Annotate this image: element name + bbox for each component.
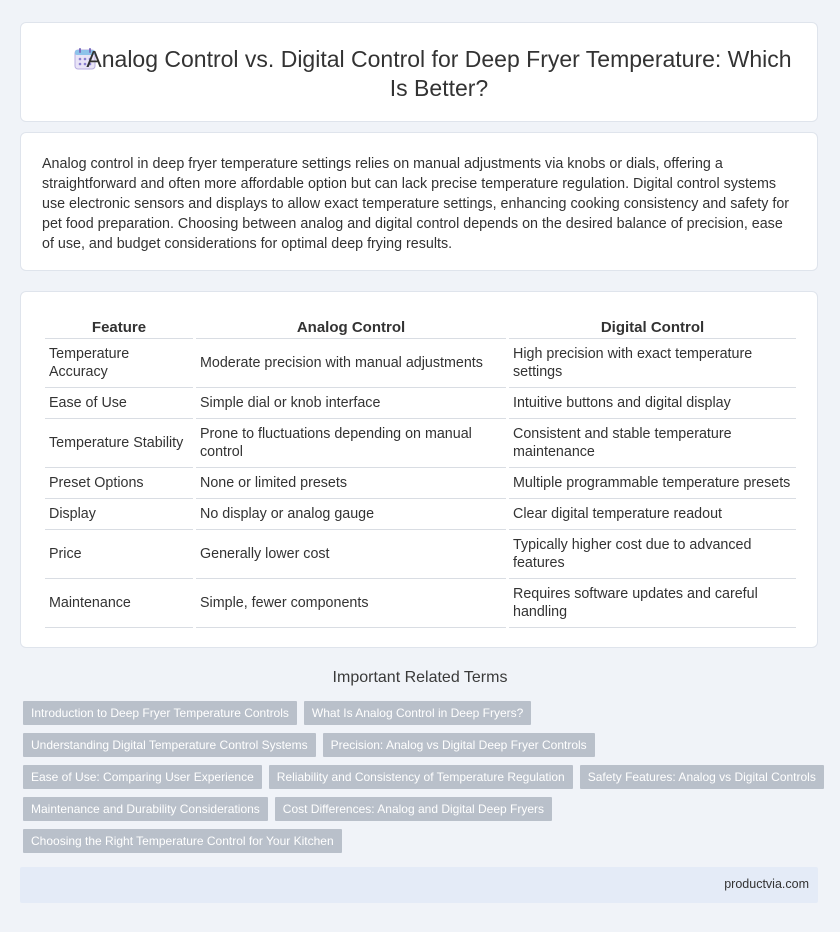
related-term-tag[interactable]: Safety Features: Analog vs Digital Controls	[580, 765, 824, 789]
digital-cell: Typically higher cost due to advanced features	[509, 530, 796, 579]
intro-card	[20, 132, 818, 271]
related-term-tag[interactable]: Reliability and Consistency of Temperature Regulation	[269, 765, 573, 789]
digital-cell: Intuitive buttons and digital display	[509, 388, 796, 419]
table-row	[45, 579, 796, 628]
related-term-tag[interactable]: What Is Analog Control in Deep Fryers?	[304, 701, 531, 725]
header-feature: Feature	[45, 315, 193, 339]
tag-row	[23, 733, 823, 757]
digital-cell: Clear digital temperature readout	[509, 499, 796, 530]
digital-cell: Consistent and stable temperature maintenance	[509, 419, 796, 468]
related-term-tag[interactable]: Ease of Use: Comparing User Experience	[23, 765, 262, 789]
comparison-table	[42, 315, 799, 628]
table-row	[45, 339, 796, 388]
feature-cell: Temperature Stability	[45, 419, 193, 468]
tag-row	[23, 765, 823, 789]
table-header-row	[45, 315, 796, 339]
header-card	[20, 22, 818, 122]
related-terms-list	[23, 701, 823, 861]
digital-cell: High precision with exact temperature settings	[509, 339, 796, 388]
feature-cell: Display	[45, 499, 193, 530]
feature-cell: Temperature Accuracy	[45, 339, 193, 388]
feature-cell: Maintenance	[45, 579, 193, 628]
analog-cell: No display or analog gauge	[196, 499, 506, 530]
analog-cell: Prone to fluctuations depending on manual control	[196, 419, 506, 468]
analog-cell: Simple, fewer components	[196, 579, 506, 628]
tag-row	[23, 701, 823, 725]
analog-cell: Generally lower cost	[196, 530, 506, 579]
header-analog: Analog Control	[196, 315, 506, 339]
table-row	[45, 499, 796, 530]
table-row	[45, 468, 796, 499]
related-term-tag[interactable]: Maintenance and Durability Considerations	[23, 797, 268, 821]
feature-cell: Ease of Use	[45, 388, 193, 419]
page-title: Analog Control vs. Digital Control for Deep Fryer Temperature: Which Is Better?	[86, 46, 792, 101]
table-row	[45, 530, 796, 579]
intro-paragraph: Analog control in deep fryer temperature settings relies on manual adjustments via knobs or dials, offering a straightforward and often more affordable option but can lack precise temperature regulation. Digital control systems use electronic sensors and displays to allow exact temperature settings, enhancing cooking consistency and safety for pet food preparation. Choosing between analog and digital control depends on the desired balance of precision, ease of use, and budget considerations for optimal deep frying results.	[42, 156, 790, 252]
tag-row	[23, 829, 823, 853]
analog-cell: Moderate precision with manual adjustments	[196, 339, 506, 388]
related-term-tag[interactable]: Understanding Digital Temperature Control Systems	[23, 733, 316, 757]
digital-cell: Requires software updates and careful handling	[509, 579, 796, 628]
table-row	[45, 388, 796, 419]
tag-row	[23, 797, 823, 821]
related-terms-heading: Important Related Terms	[332, 669, 508, 686]
related-term-tag[interactable]: Cost Differences: Analog and Digital Deep Fryers	[275, 797, 552, 821]
analog-cell: None or limited presets	[196, 468, 506, 499]
related-term-tag[interactable]: Precision: Analog vs Digital Deep Fryer Controls	[323, 733, 595, 757]
header-digital: Digital Control	[509, 315, 796, 339]
digital-cell: Multiple programmable temperature presets	[509, 468, 796, 499]
table-row	[45, 419, 796, 468]
feature-cell: Preset Options	[45, 468, 193, 499]
footer-site-link[interactable]: productvia.com	[724, 877, 809, 891]
analog-cell: Simple dial or knob interface	[196, 388, 506, 419]
related-term-tag[interactable]: Choosing the Right Temperature Control for Your Kitchen	[23, 829, 342, 853]
related-term-tag[interactable]: Introduction to Deep Fryer Temperature Controls	[23, 701, 297, 725]
feature-cell: Price	[45, 530, 193, 579]
footer	[20, 867, 818, 903]
comparison-card	[20, 291, 818, 648]
